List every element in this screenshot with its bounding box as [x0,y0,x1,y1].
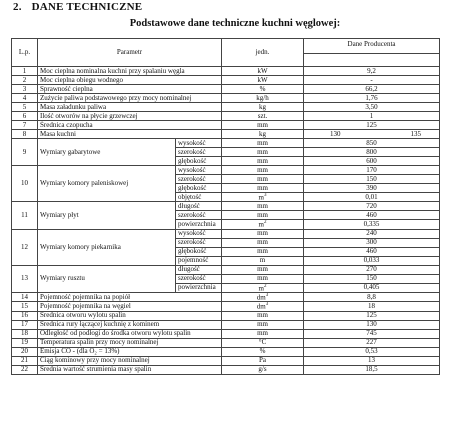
value-cell: 13 [304,356,440,365]
value-cell: 600 [304,157,440,166]
value-cell: 800 [304,148,440,157]
header-param: Parametr [38,39,222,67]
value-cell: 0,01 [304,193,440,202]
value-cell: 0,405 [304,283,440,292]
param-cell: Zużycie paliwa podstawowego przy mocy nominalnej [38,94,222,103]
table-row [12,94,440,103]
unit-cell: m [222,256,304,265]
value-cell: 9,2 [304,67,440,76]
table-row [12,166,440,175]
value-cell: 300 [304,238,440,247]
unit-superscript: 2 [263,220,267,226]
value-cell: 1,76 [304,94,440,103]
value-cell: 66,2 [304,85,440,94]
unit-cell: mm [222,238,304,247]
lp-cell: 16 [12,311,38,320]
param-cell: Emisja CO - (dla O₂ = 13%) [38,347,222,356]
table-row [12,202,440,211]
technical-data-table [11,38,440,375]
unit-cell: kW [222,67,304,76]
header-producer-spacer [304,54,440,67]
unit-cell: mm [222,148,304,157]
value-cell: 150 [304,274,440,283]
table-row [12,338,440,347]
unit-cell: szt. [222,112,304,121]
unit-cell: mm [222,121,304,130]
section-number: 2. [13,1,22,13]
unit-cell: mm [222,274,304,283]
table-row [12,139,440,148]
header-unit: jedn. [222,39,304,67]
table-row [12,103,440,112]
unit-cell: mm [222,175,304,184]
table-row [12,67,440,76]
value-cell: 18,5 [304,365,440,374]
subparam-cell: szerokość [176,274,222,283]
lp-cell: 4 [12,94,38,103]
unit-cell: mm [222,211,304,220]
unit-cell: % [222,347,304,356]
lp-cell: 9 [12,139,38,166]
lp-cell: 13 [12,265,38,292]
unit-cell: $dm^3$ [222,302,304,311]
param-cell: Masa kuchni [38,130,222,139]
header-producer: Dane Producenta [304,39,440,54]
lp-cell: 8 [12,130,38,139]
section-title: DANE TECHNICZNE [31,1,143,13]
unit-cell: mm [222,265,304,274]
lp-cell: 11 [12,202,38,229]
unit-cell: $m^3$ [222,193,304,202]
header-lp: L.p. [12,39,38,67]
value-a: 130 [330,129,341,138]
param-cell: Wymiary komory piekarnika [38,229,176,265]
subparam-cell: powierzchnia [176,220,222,229]
value-cell: 0,335 [304,220,440,229]
lp-cell: 20 [12,347,38,356]
lp-cell: 12 [12,229,38,265]
unit-superscript: 2 [263,283,267,289]
param-cell: Moc cieplna obiegu wodnego [38,76,222,85]
subparam-cell: szerokość [176,238,222,247]
table-row [12,320,440,329]
lp-cell: 15 [12,302,38,311]
unit-cell: kg/h [222,94,304,103]
unit-cell: mm [222,247,304,256]
table-row [12,121,440,130]
value-cell: 0,53 [304,347,440,356]
subparam-cell: wysokość [176,139,222,148]
subparam-cell: szerokość [176,148,222,157]
unit-cell: kg [222,103,304,112]
table-row [12,311,440,320]
table-row [12,76,440,85]
param-cell: Wymiary płyt [38,202,176,229]
lp-cell: 17 [12,320,38,329]
subparam-cell: szerokość [176,211,222,220]
param-cell: Wymiary gabarytowe [38,139,176,166]
table-row [12,265,440,274]
value-cell: 460 [304,247,440,256]
lp-cell: 18 [12,329,38,338]
table-row [12,85,440,94]
unit-cell: mm [222,320,304,329]
unit-cell: Pa [222,356,304,365]
value-b: 135 [410,129,422,138]
unit-cell: mm [222,229,304,238]
param-cell: Średnia wartość strumienia masy spalin [38,365,222,374]
table-row [12,356,440,365]
value-cell: 125 [304,121,440,130]
value-cell: 240 [304,229,440,238]
unit-superscript: 3 [263,193,267,198]
unit-cell: mm [222,329,304,338]
subparam-cell: głębokość [176,157,222,166]
unit-cell: mm [222,157,304,166]
subparam-cell: głębokość [176,247,222,256]
param-cell: Średnica otworu wylotu spalin [38,311,222,320]
table-row [12,229,440,238]
section-heading [13,1,142,13]
subparam-cell: wysokość [176,229,222,238]
table-row [12,329,440,338]
value-cell [304,130,440,139]
param-cell: Masa załadunku paliwa [38,103,222,112]
value-cell: - [304,76,440,85]
unit-cell: mm [222,184,304,193]
unit-superscript: 3 [265,302,269,308]
subparam-cell: długość [176,202,222,211]
lp-cell: 19 [12,338,38,347]
param-cell: Wymiary komory paleniskowej [38,166,176,202]
param-cell: Pojemność pojemnika na węgiel [38,302,222,311]
lp-cell: 5 [12,103,38,112]
table-row [12,112,440,121]
table-header-row [12,39,440,54]
param-cell: Ciąg kominowy przy mocy nominalnej [38,356,222,365]
value-cell: 460 [304,211,440,220]
value-cell: 130 [304,320,440,329]
subparam-cell: objętość [176,193,222,202]
table-title: Podstawowe dane techniczne kuchni węglowej: [129,18,341,29]
unit-cell: mm [222,202,304,211]
lp-cell: 3 [12,85,38,94]
value-cell: 0,033 [304,256,440,265]
unit-cell: $m^2$ [222,220,304,229]
param-cell: Średnica czopucha [38,121,222,130]
subparam-cell: szerokość [176,175,222,184]
param-cell: Moc cieplna nominalna kuchni przy spalaniu węgla [38,67,222,76]
value-cell: 390 [304,184,440,193]
subparam-cell: długość [176,265,222,274]
param-cell: Ilość otworów na płycie grzewczej [38,112,222,121]
lp-cell: 1 [12,67,38,76]
subparam-cell: wysokość [176,166,222,175]
value-cell: 170 [304,166,440,175]
value-cell: 745 [304,329,440,338]
unit-cell: mm [222,139,304,148]
unit-cell: g/s [222,365,304,374]
subparam-cell: głębokość [176,184,222,193]
param-cell: Temperatura spalin przy mocy nominalnej [38,338,222,347]
table-row [12,292,440,301]
lp-cell: 14 [12,292,38,301]
value-cell: 18 [304,302,440,311]
unit-cell: mm [222,166,304,175]
unit-cell: $m^2$ [222,283,304,292]
value-cell: 1 [304,112,440,121]
value-cell: 125 [304,311,440,320]
table-row [12,130,440,139]
table-row [12,302,440,311]
unit-superscript: 3 [265,292,269,298]
unit-cell: °C [222,338,304,347]
param-cell: Sprawność cieplna [38,85,222,94]
value-cell: 270 [304,265,440,274]
value-cell: 850 [304,139,440,148]
lp-cell: 21 [12,356,38,365]
unit-cell: mm [222,311,304,320]
lp-cell: 10 [12,166,38,202]
unit-cell: $dm^3$ [222,292,304,301]
value-cell: 8,8 [304,292,440,301]
lp-cell: 6 [12,112,38,121]
param-cell: Wymiary rusztu [38,265,176,292]
subparam-cell: powierzchnia [176,283,222,292]
lp-cell: 2 [12,76,38,85]
param-cell: Odległość od podłogi do środka otworu wylotu spalin [38,329,222,338]
unit-cell: % [222,85,304,94]
table-row [12,365,440,374]
lp-cell: 22 [12,365,38,374]
subparam-cell: pojemność [176,256,222,265]
param-cell: Średnica rury łączącej kuchnię z kominem [38,320,222,329]
value-cell: 3,50 [304,103,440,112]
value-pair [306,131,437,138]
param-cell: Pojemność pojemnika na popiół [38,292,222,301]
unit-cell: kg [222,130,304,139]
value-cell: 720 [304,202,440,211]
unit-cell: kW [222,76,304,85]
lp-cell: 7 [12,121,38,130]
value-cell: 150 [304,175,440,184]
table-row [12,347,440,356]
value-cell: 227 [304,338,440,347]
